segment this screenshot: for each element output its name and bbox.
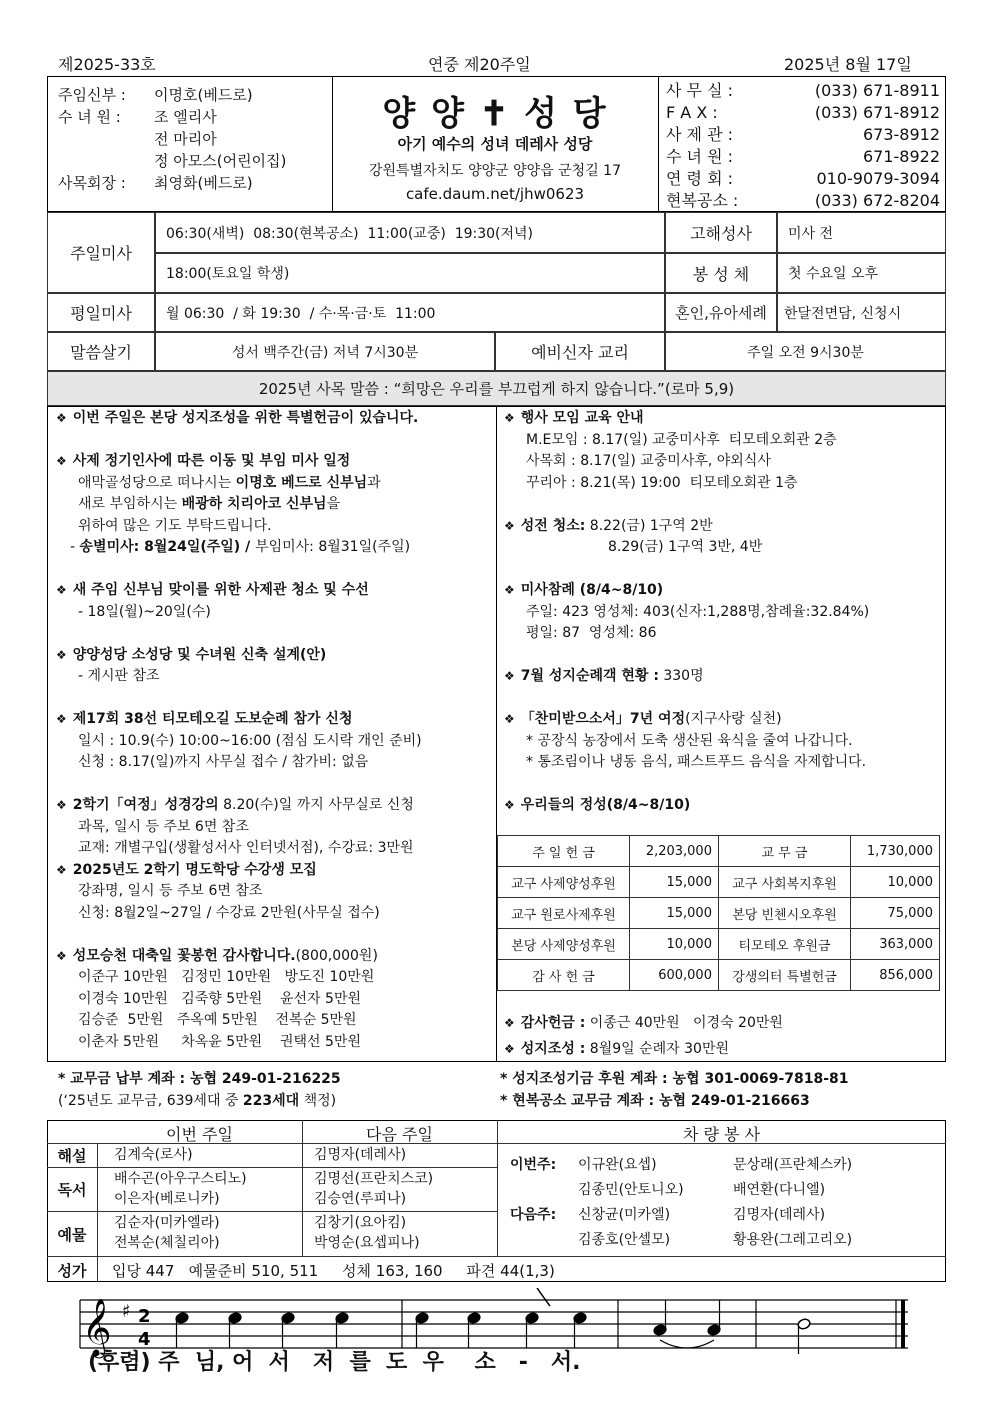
notice-detail: 애막골성당으로 떠나시는 — [78, 474, 236, 491]
car-label: 다음주: — [510, 1207, 557, 1223]
bullet-icon: ❖ — [504, 798, 515, 812]
car-driver: 신창균(미카엘) — [578, 1207, 671, 1223]
offering-item: 주 일 헌 금 — [498, 836, 630, 867]
notice-line — [56, 860, 492, 882]
contact-label: 수 녀 원 : — [666, 147, 734, 166]
notice-emph: 배광하 치리아코 신부님 — [181, 496, 327, 512]
contact-list — [666, 80, 940, 212]
notice-title: 「찬미받으소서」7년 여정 — [520, 711, 686, 727]
sunday-mass-label: 주일미사 — [47, 212, 155, 293]
duty-this — [114, 1169, 299, 1209]
accounts-left — [58, 1069, 498, 1112]
thanks-line — [504, 1036, 940, 1062]
notice-line — [504, 537, 940, 559]
notice-title: 사제 정기인사에 따른 이동 및 부임 미사 일정 — [72, 453, 351, 469]
notice-tail: 부임미사: 8월31일(주일) — [255, 539, 411, 555]
sunday-mass-times: 06:30(새벽) 08:30(현복공소) 11:00(교중) 19:30(저녁) — [155, 212, 665, 253]
staff-list — [58, 84, 328, 194]
issue-date: 2025년 8월 17일 — [784, 55, 912, 74]
car-service-header: 차 량 봉 사 — [682, 1125, 761, 1144]
bullet-icon: ❖ — [56, 454, 67, 468]
offering-amount: 856,000 — [851, 960, 940, 991]
contact-value: 010-9079-3094 — [816, 169, 940, 188]
thanks-title: 감사헌금 : — [520, 1015, 586, 1031]
contact-label: 현복공소 : — [666, 191, 739, 210]
bullet-icon: ❖ — [56, 798, 67, 812]
car-label — [510, 1228, 578, 1253]
notice-title: 미사참례 (8/4~8/10) — [520, 582, 664, 598]
notice-line — [56, 1010, 492, 1032]
notice-line — [56, 731, 492, 753]
car-row — [510, 1203, 940, 1228]
contact-label: 연 령 회 : — [666, 169, 734, 188]
church-cafe[interactable]: cafe.daum.net/jhw0623 — [405, 185, 585, 203]
accounts-right — [500, 1069, 940, 1112]
notice-detail: - 게시판 참조 — [78, 668, 160, 684]
contact-value: (033) 671-8911 — [814, 81, 940, 100]
treble-clef-icon: 𝄞 — [82, 1298, 112, 1356]
notice-dash: - — [70, 539, 80, 555]
spacer — [56, 688, 492, 710]
weekday-mass-times: 월 06:30 / 화 19:30 / 수·목·금·토 11:00 — [155, 293, 665, 332]
contact-label: 사 제 관 : — [666, 125, 734, 144]
staff-role — [58, 150, 154, 172]
bullet-icon: ❖ — [56, 712, 67, 726]
thanks-text: 8월9일 순례자 30만원 — [585, 1041, 729, 1057]
thanks-list — [504, 1010, 940, 1062]
offering-amount: 2,203,000 — [630, 836, 719, 867]
notice-title: 양양성당 소성당 및 수녀원 신축 설계(안) — [72, 646, 327, 663]
notice-tail: 을 — [326, 496, 341, 512]
notice-title: 제17회 38선 티모테오길 도보순례 참가 신청 — [72, 711, 353, 727]
contact-value: 671-8922 — [862, 147, 940, 166]
spacer — [504, 645, 940, 667]
notice-line — [504, 473, 940, 495]
notice-detail: 꾸리아 : 8.21(목) 19:00 티모테오회관 1층 — [526, 474, 798, 491]
offering-row — [498, 867, 940, 898]
offering-row — [498, 836, 940, 867]
notice-detail: 신청 : 8.17(일)까지 사무실 접수 / 참가비: 없음 — [78, 754, 369, 770]
offering-row — [498, 929, 940, 960]
catechumen-label: 예비신자 교리 — [495, 332, 665, 371]
notice-line — [56, 537, 492, 559]
duty-person: 전복순(체칠리아) — [114, 1235, 220, 1251]
car-label — [510, 1178, 578, 1203]
offering-amount: 10,000 — [851, 867, 940, 898]
notice-title: 7월 성지순례객 현황 : — [520, 668, 659, 684]
car-driver: 황용완(그레고리오) — [733, 1232, 853, 1248]
pastoral-motto: 2025년 사목 말씀 : “희망은 우리를 부끄럽게 하지 않습니다.”(로마 5,9) — [47, 371, 946, 406]
confession-label: 고해성사 — [665, 212, 777, 253]
duty-role: 독서 — [57, 1181, 87, 1199]
staff-name: 최영화(베드로) — [154, 174, 253, 192]
thanks-line — [504, 1010, 940, 1036]
dues-account: 농협 249-01-216225 — [185, 1071, 341, 1087]
offering-amount: 15,000 — [630, 898, 719, 929]
notice-tail: 과 — [367, 474, 381, 491]
duty-person: 김승연(루피나) — [314, 1191, 407, 1207]
notice-title: 우리들의 정성(8/4~8/10) — [520, 797, 691, 813]
sharp-icon: ♯ — [122, 1301, 131, 1322]
notice-title: 이번 주일은 본당 성지조성을 위한 특별헌금이 있습니다. — [72, 410, 419, 426]
bullet-icon: ❖ — [504, 411, 515, 425]
marriage-baptism-value: 한달전면담, 신청시 — [777, 293, 946, 332]
notice-line — [56, 903, 492, 925]
car-row — [510, 1153, 940, 1178]
notice-title: 2025년도 2학기 명도학당 수강생 모집 — [72, 861, 317, 878]
notice-line — [56, 408, 492, 430]
notice-detail: 이춘자 5만원 차옥윤 5만원 권택선 5만원 — [78, 1033, 361, 1050]
weekday-mass-label: 평일미사 — [47, 293, 155, 332]
song-lyrics: (후렴) 주 님, 어 서 저 를 도 우 소 - 서. — [88, 1350, 581, 1375]
notice-line — [504, 408, 940, 430]
staff-row — [58, 106, 328, 128]
contact-row — [666, 146, 940, 168]
car-driver: 김종호(안셀모) — [578, 1232, 671, 1248]
notice-line — [56, 709, 492, 731]
duty-this — [114, 1145, 299, 1165]
time-sig-top: 2 — [138, 1306, 151, 1327]
spacer — [504, 559, 940, 581]
offering-item: 교구 사회복지후원 — [718, 867, 850, 898]
duty-next — [314, 1213, 494, 1253]
notice-line — [56, 1032, 492, 1054]
staff-row — [58, 84, 328, 106]
notice-line — [56, 580, 492, 602]
notice-line — [504, 795, 940, 817]
notice-emph: 송별미사: 8월24일(주일) / — [79, 539, 256, 555]
notice-detail: 이준구 10만원 김정민 10만원 방도진 10만원 — [78, 969, 375, 985]
bullet-icon: ❖ — [504, 518, 515, 533]
time-sig-bottom: 4 — [138, 1329, 151, 1350]
notice-title: 새 주임 신부님 맞이를 위한 사제관 청소 및 수선 — [72, 582, 369, 598]
offering-item: 강생의터 특별헌금 — [718, 960, 850, 991]
notice-text: 8.22(금) 1구역 2반 — [585, 517, 713, 534]
contact-label: F A X : — [666, 103, 718, 122]
staff-role: 사목회장 : — [58, 174, 126, 192]
bullet-icon: ❖ — [504, 1016, 515, 1030]
duty-person: 김명자(데레사) — [314, 1147, 407, 1163]
word-living-label: 말씀살기 — [47, 332, 155, 371]
contact-row — [666, 124, 940, 146]
station-account: 농협 249-01-216663 — [654, 1092, 810, 1109]
marriage-baptism-label: 혼인,유아세례 — [665, 293, 777, 332]
notice-line — [504, 602, 940, 624]
notice-line — [56, 602, 492, 624]
contact-row — [666, 80, 940, 102]
note-flag — [537, 1288, 550, 1306]
duty-next — [314, 1169, 494, 1209]
notice-detail: 새로 부임하시는 — [78, 496, 182, 512]
notice-line — [56, 752, 492, 774]
spacer — [504, 774, 940, 796]
notice-line — [56, 451, 492, 473]
notice-line — [504, 430, 940, 452]
offering-amount: 1,730,000 — [851, 836, 940, 867]
church-address: 강원특별자치도 양양군 양양읍 군청길 17 — [369, 163, 621, 179]
notice-detail: M.E모임 : 8.17(일) 교중미사후 티모테오회관 2층 — [526, 431, 837, 448]
next-week-header: 다음 주일 — [366, 1125, 433, 1144]
notice-line — [504, 580, 940, 602]
offering-item: 교구 사제양성후원 — [498, 867, 630, 898]
duty-this — [114, 1213, 299, 1253]
notice-title: 2학기「여정」성경강의 — [72, 797, 219, 813]
thanks-text: 이종근 40만원 이경숙 20만원 — [585, 1015, 783, 1031]
bullet-icon: ❖ — [504, 712, 515, 726]
notice-line — [504, 666, 940, 688]
church-name: 양 양 ✝ 성 당 — [382, 94, 608, 134]
sunday-name: 연중 제20주일 — [428, 55, 531, 74]
duty-person: 김순자(미카엘라) — [114, 1215, 220, 1231]
notice-line — [56, 817, 492, 839]
notice-line — [504, 516, 940, 538]
offering-row — [498, 960, 940, 991]
staff-name: 이명호(베드로) — [154, 86, 253, 104]
duty-role: 해설 — [57, 1147, 87, 1165]
dues-account-label: * 교무금 납부 계좌 : — [58, 1071, 186, 1087]
notice-line — [56, 494, 492, 516]
notice-title: 행사 모임 교육 안내 — [520, 410, 644, 426]
notice-title: 성전 청소: — [520, 517, 586, 534]
tie-curve — [660, 1340, 714, 1348]
this-week-header: 이번 주일 — [166, 1125, 233, 1144]
notice-line — [56, 989, 492, 1011]
notice-line — [504, 623, 940, 645]
staff-name: 전 마리아 — [154, 130, 217, 148]
contact-value: (033) 672-8204 — [814, 191, 940, 210]
staff-role: 주임신부 : — [58, 86, 126, 104]
bullet-icon: ❖ — [56, 583, 67, 597]
contact-row — [666, 102, 940, 124]
offering-table — [497, 835, 940, 991]
notice-text: (800,000원) — [295, 947, 378, 964]
spacer — [56, 774, 492, 796]
communion-sick-value: 첫 수요일 오후 — [777, 253, 946, 293]
notice-line — [56, 881, 492, 903]
notice-text: 8.20(수)일 까지 사무실로 신청 — [218, 797, 414, 813]
staff-name: 조 엘리사 — [154, 108, 217, 126]
left-notices — [56, 408, 492, 1053]
contact-row — [666, 190, 940, 212]
notice-line — [56, 967, 492, 989]
duty-next — [314, 1145, 494, 1165]
notice-line — [56, 516, 492, 538]
staff-row — [58, 150, 328, 172]
notice-detail: 김승준 5만원 주옥예 5만원 전복순 5만원 — [78, 1012, 357, 1028]
notice-emph: 이명호 베드로 신부님 — [235, 474, 368, 491]
bullet-icon: ❖ — [56, 647, 67, 662]
offering-item: 본당 빈첸시오후원 — [718, 898, 850, 929]
offering-item: 본당 사제양성후원 — [498, 929, 630, 960]
spacer — [504, 494, 940, 516]
car-driver: 문상래(프란체스카) — [733, 1157, 853, 1173]
notice-line — [504, 731, 940, 753]
notice-detail: 평일: 87 영성체: 86 — [526, 625, 657, 641]
notice-detail: * 공장식 농장에서 도축 생산된 육식을 줄여 나갑니다. — [526, 732, 853, 749]
staff-row — [58, 128, 328, 150]
contact-value: 673-8912 — [862, 125, 940, 144]
staff-role: 수 녀 원 : — [58, 108, 121, 126]
car-driver: 배연환(다니엘) — [733, 1182, 826, 1198]
offering-row — [498, 898, 940, 929]
duty-person: 이은자(베로니카) — [114, 1191, 220, 1207]
right-notices — [504, 408, 940, 817]
car-driver: 김명자(데레사) — [733, 1207, 826, 1223]
bullet-icon: ❖ — [56, 411, 67, 425]
offering-amount: 600,000 — [630, 960, 719, 991]
dues-count: 223세대 — [242, 1092, 300, 1109]
contact-row — [666, 168, 940, 190]
duty-person: 박영순(요셉피나) — [314, 1235, 420, 1251]
dues-note: (‘25년도 교무금, 639세대 중 — [58, 1092, 243, 1109]
notice-text: 330명 — [658, 668, 704, 684]
duty-person: 김명선(프란치스코) — [314, 1171, 434, 1187]
notice-line — [56, 946, 492, 968]
notice-detail: 이경숙 10만원 김죽향 5만원 윤선자 5만원 — [78, 990, 361, 1007]
bullet-icon: ❖ — [504, 583, 515, 597]
notice-detail: 8.29(금) 1구역 3반, 4반 — [608, 539, 763, 555]
offering-item: 감 사 헌 금 — [498, 960, 630, 991]
station-account-label: * 현복공소 교무금 계좌 : — [500, 1092, 655, 1109]
notice-detail: * 통조림이나 냉동 음식, 패스트푸드 음식을 자제합니다. — [526, 754, 867, 770]
church-subtitle: 아기 예수의 성녀 데레사 성당 — [397, 135, 593, 153]
notice-detail: 일시 : 10.9(수) 10:00~16:00 (점심 도시락 개인 준비) — [78, 732, 422, 749]
spacer — [504, 688, 940, 710]
spacer — [56, 430, 492, 452]
confession-value: 미사 전 — [777, 212, 946, 253]
offering-amount: 363,000 — [851, 929, 940, 960]
car-label: 이번주: — [510, 1157, 557, 1173]
car-driver: 김종민(안토니오) — [578, 1182, 684, 1198]
duty-person: 김계숙(로사) — [114, 1147, 193, 1163]
shrine-account-label: * 성지조성기금 후원 계좌 : — [500, 1071, 668, 1087]
notice-detail: 신청: 8월2일~27일 / 수강료 2만원(사무실 접수) — [78, 904, 380, 921]
communion-sick-label: 봉 성 체 — [665, 253, 777, 293]
notice-detail: 사목회 : 8.17(일) 교중미사후, 야외식사 — [526, 453, 771, 469]
offering-item: 티모테오 후원금 — [718, 929, 850, 960]
staff-row — [58, 172, 328, 194]
duty-person: 배수곤(아우구스티노) — [114, 1171, 247, 1187]
duty-role: 예물 — [57, 1225, 87, 1244]
notice-text: (지구사랑 실천) — [685, 711, 782, 727]
notice-line — [56, 645, 492, 667]
notice-line — [56, 473, 492, 495]
car-row — [510, 1178, 940, 1203]
notice-detail: 주일: 423 영성체: 403(신자:1,288명,참례율:32.84%) — [526, 603, 870, 620]
notice-detail: 교재: 개별구입(생활성서사 인터넷서점), 수강료: 3만원 — [78, 840, 414, 856]
spacer — [56, 924, 492, 946]
notice-line — [504, 709, 940, 731]
staff-name: 정 아모스(어린이집) — [154, 152, 287, 170]
dues-note-tail: 책정) — [299, 1092, 337, 1109]
notice-detail: 과목, 일시 등 주보 6면 참조 — [78, 818, 249, 835]
notice-line — [56, 838, 492, 860]
contact-label: 사 무 실 : — [666, 81, 734, 100]
word-living-value: 성서 백주간(금) 저녁 7시30분 — [155, 332, 495, 371]
bullet-icon: ❖ — [504, 669, 515, 683]
duty-person: 김창기(요아킴) — [314, 1215, 407, 1231]
bullet-icon: ❖ — [56, 948, 67, 963]
notice-line — [504, 451, 940, 473]
offering-amount: 75,000 — [851, 898, 940, 929]
notice-line — [504, 752, 940, 774]
notice-line — [56, 795, 492, 817]
offering-item: 교구 원로사제후원 — [498, 898, 630, 929]
offering-amount: 15,000 — [630, 867, 719, 898]
offering-item: 교 무 금 — [718, 836, 850, 867]
bullet-icon: ❖ — [56, 862, 67, 877]
issue-number: 제2025-33호 — [58, 55, 156, 74]
thanks-title: 성지조성 : — [520, 1041, 586, 1057]
car-row — [510, 1228, 940, 1253]
notice-detail: - 18일(월)~20일(수) — [78, 603, 211, 620]
hymn-numbers: 입당 447 예물준비 510, 511 성체 163, 160 파견 44(1,3) — [112, 1262, 555, 1280]
notice-detail: 위하여 많은 기도 부탁드립니다. — [78, 517, 272, 534]
bullet-icon: ❖ — [504, 1042, 515, 1056]
staff-role — [58, 128, 154, 150]
contact-value: (033) 671-8912 — [814, 103, 940, 122]
car-driver: 이규완(요셉) — [578, 1157, 657, 1173]
spacer — [56, 559, 492, 581]
notice-title: 성모승천 대축일 꽃봉헌 감사합니다. — [72, 947, 296, 964]
car-service — [510, 1153, 940, 1253]
spacer — [56, 623, 492, 645]
saturday-mass-time: 18:00(토요일 학생) — [155, 253, 665, 293]
notice-detail: 강좌명, 일시 등 주보 6면 참조 — [78, 883, 263, 899]
shrine-account: 농협 301-0069-7818-81 — [667, 1071, 849, 1087]
notice-line — [56, 666, 492, 688]
offering-amount: 10,000 — [630, 929, 719, 960]
hymn-label: 성가 — [57, 1262, 87, 1280]
catechumen-value: 주일 오전 9시30분 — [665, 332, 946, 371]
